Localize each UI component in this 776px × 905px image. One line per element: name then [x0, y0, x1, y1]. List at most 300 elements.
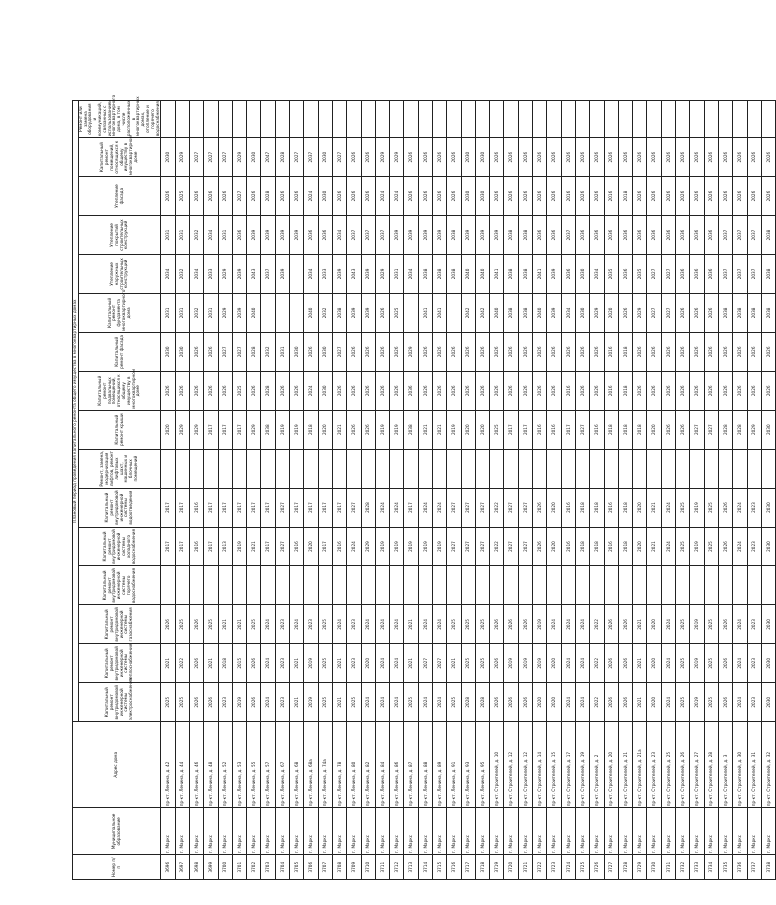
municipality-cell: г. Маркс	[690, 808, 704, 855]
year-cell: 2036	[676, 254, 690, 293]
year-cell: 2024	[661, 527, 675, 566]
year-cell: 2021	[332, 410, 346, 449]
year-cell: 2025	[161, 683, 175, 722]
year-cell	[561, 566, 575, 605]
municipality-cell: г. Маркс	[490, 808, 504, 855]
year-cell: 2036	[704, 254, 718, 293]
year-cell: 2024	[390, 488, 404, 527]
year-cell: 2017	[161, 488, 175, 527]
year-cell: 2025	[461, 644, 475, 683]
year-cell: 2026	[718, 332, 732, 371]
year-cell: 2017	[318, 488, 332, 527]
year-cell: 2039	[361, 293, 375, 332]
year-cell	[490, 566, 504, 605]
year-cell: 2022	[490, 527, 504, 566]
year-cell	[747, 449, 761, 488]
year-cell: 2016	[332, 527, 346, 566]
year-cell: 2026	[504, 371, 518, 410]
year-cell: 2024	[390, 177, 404, 216]
year-cell: 2039	[475, 216, 489, 255]
table-row	[261, 101, 275, 880]
year-cell: 2024	[375, 683, 389, 722]
year-cell	[647, 101, 661, 138]
year-cell: 2023	[747, 527, 761, 566]
address-cell: пр-кт. Ленина, д. 67	[275, 722, 289, 808]
year-cell: 2028	[475, 683, 489, 722]
year-cell	[633, 101, 647, 138]
year-cell: 2026	[547, 332, 561, 371]
year-cell	[375, 566, 389, 605]
year-cell: 2025	[704, 488, 718, 527]
municipality-cell: г. Маркс	[475, 808, 489, 855]
municipality-cell: г. Маркс	[390, 808, 404, 855]
year-cell	[290, 254, 304, 293]
year-cell: 2035	[604, 254, 618, 293]
year-cell: 2025	[232, 371, 246, 410]
year-cell: 2026	[633, 177, 647, 216]
year-cell	[447, 449, 461, 488]
table-row	[733, 101, 747, 880]
year-cell: 2036	[404, 371, 418, 410]
municipality-cell: г. Маркс	[504, 808, 518, 855]
year-cell: 2025	[404, 683, 418, 722]
year-cell: 2027	[518, 488, 532, 527]
year-cell: 2020	[647, 644, 661, 683]
row-number-cell: 3720	[504, 855, 518, 880]
year-cell	[661, 101, 675, 138]
year-cell: 2024	[375, 488, 389, 527]
year-cell	[361, 101, 375, 138]
year-cell: 2025	[490, 410, 504, 449]
year-cell: 2021	[432, 410, 446, 449]
year-cell	[275, 566, 289, 605]
year-cell	[404, 101, 418, 138]
municipality-cell: г. Маркс	[447, 808, 461, 855]
year-cell: 2018	[590, 527, 604, 566]
table-row	[432, 101, 446, 880]
address-cell: пр-кт. Строителей, д. 15	[547, 722, 561, 808]
year-cell: 2038	[761, 254, 775, 293]
year-cell: 2022	[175, 644, 189, 683]
year-cell: 2038	[518, 293, 532, 332]
year-cell: 2029	[232, 138, 246, 177]
row-number-cell: 3731	[661, 855, 675, 880]
year-cell: 2027	[447, 488, 461, 527]
row-number-cell: 3721	[518, 855, 532, 880]
year-cell: 2027	[218, 332, 232, 371]
year-cell: 2026	[575, 177, 589, 216]
year-cell: 2036	[661, 216, 675, 255]
year-cell: 2016	[561, 488, 575, 527]
year-cell	[332, 101, 346, 138]
year-cell: 2024	[304, 177, 318, 216]
address-cell: пр-кт. Ленина, д. 93	[461, 722, 475, 808]
year-cell: 2017	[204, 527, 218, 566]
year-cell	[504, 101, 518, 138]
year-cell: 2040	[461, 254, 475, 293]
municipality-cell: г. Маркс	[718, 808, 732, 855]
municipality-cell: г. Маркс	[347, 808, 361, 855]
year-cell: 2038	[518, 254, 532, 293]
year-cell: 2034	[404, 254, 418, 293]
year-cell: 2026	[561, 138, 575, 177]
table-row	[418, 101, 432, 880]
year-cell: 2029	[247, 410, 261, 449]
year-cell: 2019	[690, 605, 704, 644]
year-cell: 2024	[575, 683, 589, 722]
year-cell: 2019	[375, 410, 389, 449]
year-cell: 2026	[676, 410, 690, 449]
year-cell: 2026	[404, 177, 418, 216]
year-cell: 2024	[661, 605, 675, 644]
year-cell: 2026	[375, 293, 389, 332]
year-cell: 2019	[418, 527, 432, 566]
year-cell: 2024	[290, 605, 304, 644]
year-cell	[718, 449, 732, 488]
year-cell	[690, 101, 704, 138]
year-cell: 2020	[647, 605, 661, 644]
address-cell: пр-кт. Ленина, д. 42	[161, 722, 175, 808]
row-number-cell: 3735	[718, 855, 732, 880]
year-cell: 2026	[575, 138, 589, 177]
year-cell: 2027	[275, 527, 289, 566]
year-cell	[418, 101, 432, 138]
address-cell: пр-кт. Ленина, д. 89	[432, 722, 446, 808]
year-cell: 2039	[418, 216, 432, 255]
year-cell: 2038	[504, 254, 518, 293]
year-cell	[590, 566, 604, 605]
year-cell: 2018	[304, 410, 318, 449]
year-cell: 2026	[504, 605, 518, 644]
year-cell: 2026	[204, 371, 218, 410]
year-cell: 2038	[504, 293, 518, 332]
year-cell: 2025	[676, 488, 690, 527]
address-cell: пр-кт. Ленина, д. 48	[204, 722, 218, 808]
year-cell: 2020	[547, 683, 561, 722]
year-cell	[175, 449, 189, 488]
year-cell	[561, 449, 575, 488]
year-cell: 2026	[475, 371, 489, 410]
municipality-cell: г. Маркс	[261, 808, 275, 855]
year-cell: 2026	[604, 605, 618, 644]
year-cell: 2024	[418, 605, 432, 644]
row-number-cell: 3714	[418, 855, 432, 880]
address-cell: пр-кт. Строителей, д. 12	[518, 722, 532, 808]
year-cell	[347, 449, 361, 488]
year-cell: 2026	[661, 138, 675, 177]
year-cell: 2026	[361, 177, 375, 216]
year-cell	[533, 449, 547, 488]
year-cell: 2027	[290, 138, 304, 177]
address-cell: пр-кт. Ленина, д. 78	[332, 722, 346, 808]
year-cell: 2020	[475, 410, 489, 449]
year-cell: 2038	[332, 293, 346, 332]
table-row	[318, 101, 332, 880]
year-cell: 2024	[304, 371, 318, 410]
year-cell: 2026	[375, 332, 389, 371]
year-cell: 2036	[547, 216, 561, 255]
year-cell: 2026	[676, 371, 690, 410]
year-cell: 2026	[547, 138, 561, 177]
address-cell: пр-кт. Строителей, д. 27	[690, 722, 704, 808]
year-cell: 2026	[161, 177, 175, 216]
year-cell: 2036	[561, 254, 575, 293]
column-header: Капитальный ремонт внутридомовой инженерной системы горячего водоснабжения	[78, 566, 161, 605]
year-cell: 2027	[275, 488, 289, 527]
year-cell: 2021	[418, 410, 432, 449]
year-cell	[290, 293, 304, 332]
year-cell: 2026	[690, 332, 704, 371]
municipality-cell: г. Маркс	[733, 808, 747, 855]
year-cell: 2036	[676, 216, 690, 255]
year-cell: 2039	[247, 216, 261, 255]
year-cell: 2039	[275, 254, 289, 293]
table-row	[175, 101, 189, 880]
year-cell: 2038	[432, 254, 446, 293]
table-row	[604, 101, 618, 880]
year-cell: 2026	[676, 332, 690, 371]
year-cell	[747, 101, 761, 138]
year-cell: 2034	[189, 254, 203, 293]
year-cell: 2030	[318, 332, 332, 371]
column-header: Утепление фасада	[78, 177, 161, 216]
address-cell: пр-кт. Ленина, д. 68а	[304, 722, 318, 808]
year-cell: 2025	[461, 605, 475, 644]
year-cell	[361, 449, 375, 488]
year-cell: 2021	[447, 644, 461, 683]
year-cell: 2036	[318, 216, 332, 255]
year-cell: 2025	[704, 683, 718, 722]
year-cell: 2024	[432, 683, 446, 722]
year-cell: 2024	[575, 605, 589, 644]
year-cell	[318, 101, 332, 138]
year-cell: 2026	[189, 332, 203, 371]
year-cell: 2026	[432, 332, 446, 371]
year-cell: 2030	[247, 138, 261, 177]
year-cell: 2026	[704, 293, 718, 332]
year-cell: 2026	[418, 371, 432, 410]
year-cell	[733, 566, 747, 605]
year-cell	[204, 449, 218, 488]
row-number-cell: 3724	[561, 855, 575, 880]
column-header: Капитальный ремонт внутридомовой инженерной системы газоснабжения	[78, 605, 161, 644]
year-cell: 2026	[189, 371, 203, 410]
year-cell: 2026	[189, 605, 203, 644]
year-cell: 2016	[604, 371, 618, 410]
year-cell	[261, 293, 275, 332]
year-cell: 2024	[375, 605, 389, 644]
year-cell	[647, 449, 661, 488]
year-cell: 2026	[533, 177, 547, 216]
year-cell	[690, 449, 704, 488]
rotated-document	[72, 94, 771, 880]
year-cell: 2029	[747, 410, 761, 449]
year-cell: 2032	[261, 332, 275, 371]
year-cell: 2024	[261, 644, 275, 683]
table-row	[533, 101, 547, 880]
year-cell: 2026	[747, 177, 761, 216]
year-cell: 2025	[704, 527, 718, 566]
year-cell: 2038	[761, 216, 775, 255]
year-cell: 2026	[518, 332, 532, 371]
year-cell	[218, 449, 232, 488]
year-cell	[704, 449, 718, 488]
municipality-cell: г. Маркс	[418, 808, 432, 855]
year-cell: 2026	[733, 177, 747, 216]
year-cell	[676, 449, 690, 488]
year-cell	[432, 566, 446, 605]
year-cell: 2023	[747, 644, 761, 683]
year-cell: 2027	[647, 293, 661, 332]
municipality-cell: г. Маркс	[647, 808, 661, 855]
year-cell	[575, 566, 589, 605]
year-cell: 2025	[704, 605, 718, 644]
year-cell	[290, 101, 304, 138]
year-cell: 2039	[547, 293, 561, 332]
year-cell: 2038	[747, 293, 761, 332]
address-cell: пр-кт. Ленина, д. 52	[218, 722, 232, 808]
table-row	[661, 101, 675, 880]
address-cell: пр-кт. Строителей, д. 17	[561, 722, 575, 808]
year-cell: 2037	[361, 216, 375, 255]
year-cell: 2017	[218, 410, 232, 449]
year-cell: 2016	[561, 371, 575, 410]
year-cell: 2026	[418, 138, 432, 177]
year-cell: 2040	[247, 293, 261, 332]
year-cell: 2026	[718, 527, 732, 566]
row-number-cell: 3697	[175, 855, 189, 880]
municipality-cell: г. Маркс	[175, 808, 189, 855]
year-cell: 2026	[690, 371, 704, 410]
year-cell: 2026	[361, 332, 375, 371]
year-cell	[633, 449, 647, 488]
table-row	[633, 101, 647, 880]
year-cell: 2018	[618, 177, 632, 216]
row-number-cell: 3705	[290, 855, 304, 880]
year-cell: 2017	[332, 488, 346, 527]
year-cell	[518, 449, 532, 488]
municipality-cell: г. Маркс	[747, 808, 761, 855]
year-cell: 2021	[633, 683, 647, 722]
year-cell: 2027	[661, 293, 675, 332]
year-cell: 2026	[418, 177, 432, 216]
year-cell: 2027	[332, 138, 346, 177]
year-cell: 2026	[175, 371, 189, 410]
year-cell: 2026	[590, 371, 604, 410]
year-cell: 2026	[718, 488, 732, 527]
year-cell	[447, 293, 461, 332]
year-cell: 2024	[375, 644, 389, 683]
year-cell: 2030	[575, 254, 589, 293]
municipality-cell: г. Маркс	[575, 808, 589, 855]
year-cell	[175, 566, 189, 605]
year-cell: 2036	[704, 216, 718, 255]
year-cell: 2026	[661, 177, 675, 216]
year-cell	[575, 101, 589, 138]
year-cell: 2031	[175, 216, 189, 255]
municipality-cell: г. Маркс	[189, 808, 203, 855]
year-cell	[432, 101, 446, 138]
year-cell: 2032	[189, 293, 203, 332]
year-cell	[261, 101, 275, 138]
year-cell: 2026	[647, 177, 661, 216]
row-number-cell: 3733	[690, 855, 704, 880]
year-cell: 2027	[475, 488, 489, 527]
year-cell: 2029	[375, 138, 389, 177]
year-cell: 2026	[432, 177, 446, 216]
year-cell: 2039	[432, 216, 446, 255]
year-cell: 2030	[175, 332, 189, 371]
year-cell: 2038	[447, 216, 461, 255]
year-cell: 2031	[390, 254, 404, 293]
table-row	[375, 101, 389, 880]
year-cell: 2026	[633, 371, 647, 410]
row-number-cell: 3701	[232, 855, 246, 880]
year-cell: 2024	[733, 605, 747, 644]
year-cell: 2030	[161, 138, 175, 177]
year-cell: 2039	[404, 216, 418, 255]
table-row	[347, 101, 361, 880]
row-number-cell: 3717	[461, 855, 475, 880]
year-cell: 2028	[361, 488, 375, 527]
year-cell: 2026	[447, 177, 461, 216]
year-cell: 2017	[161, 527, 175, 566]
municipality-cell: г. Маркс	[332, 808, 346, 855]
year-cell: 2026	[347, 138, 361, 177]
year-cell: 2024	[733, 488, 747, 527]
year-cell: 2020	[461, 410, 475, 449]
year-cell: 2026	[618, 138, 632, 177]
year-cell: 2026	[347, 177, 361, 216]
row-number-cell: 3738	[761, 855, 775, 880]
year-cell: 2026	[661, 332, 675, 371]
column-header: Капитальный ремонт внутридомовой инженерной системы холодного водоснабжения	[78, 527, 161, 566]
address-cell: пр-кт. Строителей, д. 23	[647, 722, 661, 808]
address-cell: пр-кт. Ленина, д. 88	[418, 722, 432, 808]
year-cell: 2035	[633, 254, 647, 293]
year-cell: 2027	[204, 138, 218, 177]
year-cell: 2025	[247, 605, 261, 644]
year-cell	[390, 101, 404, 138]
table-row	[390, 101, 404, 880]
year-cell: 2027	[504, 527, 518, 566]
municipality-cell: г. Маркс	[290, 808, 304, 855]
year-cell: 2026	[247, 644, 261, 683]
year-cell: 2026	[533, 488, 547, 527]
municipality-cell: г. Маркс	[318, 808, 332, 855]
year-cell: 2026	[447, 332, 461, 371]
year-cell: 2026	[718, 605, 732, 644]
year-cell: 2026	[290, 177, 304, 216]
year-cell: 2018	[618, 371, 632, 410]
year-cell: 2026	[533, 371, 547, 410]
year-cell: 2026	[490, 605, 504, 644]
year-cell	[633, 566, 647, 605]
year-cell: 2016	[604, 527, 618, 566]
year-cell	[475, 566, 489, 605]
municipality-cell: г. Маркс	[761, 808, 775, 855]
year-cell: 2021	[290, 644, 304, 683]
year-cell: 2026	[747, 332, 761, 371]
year-cell: 2023	[304, 605, 318, 644]
year-cell: 2016	[604, 332, 618, 371]
year-cell: 2026	[718, 644, 732, 683]
year-cell: 2026	[504, 177, 518, 216]
year-cell: 2024	[561, 644, 575, 683]
year-cell	[604, 449, 618, 488]
municipality-cell: г. Маркс	[590, 808, 604, 855]
row-number-cell: 3732	[676, 855, 690, 880]
